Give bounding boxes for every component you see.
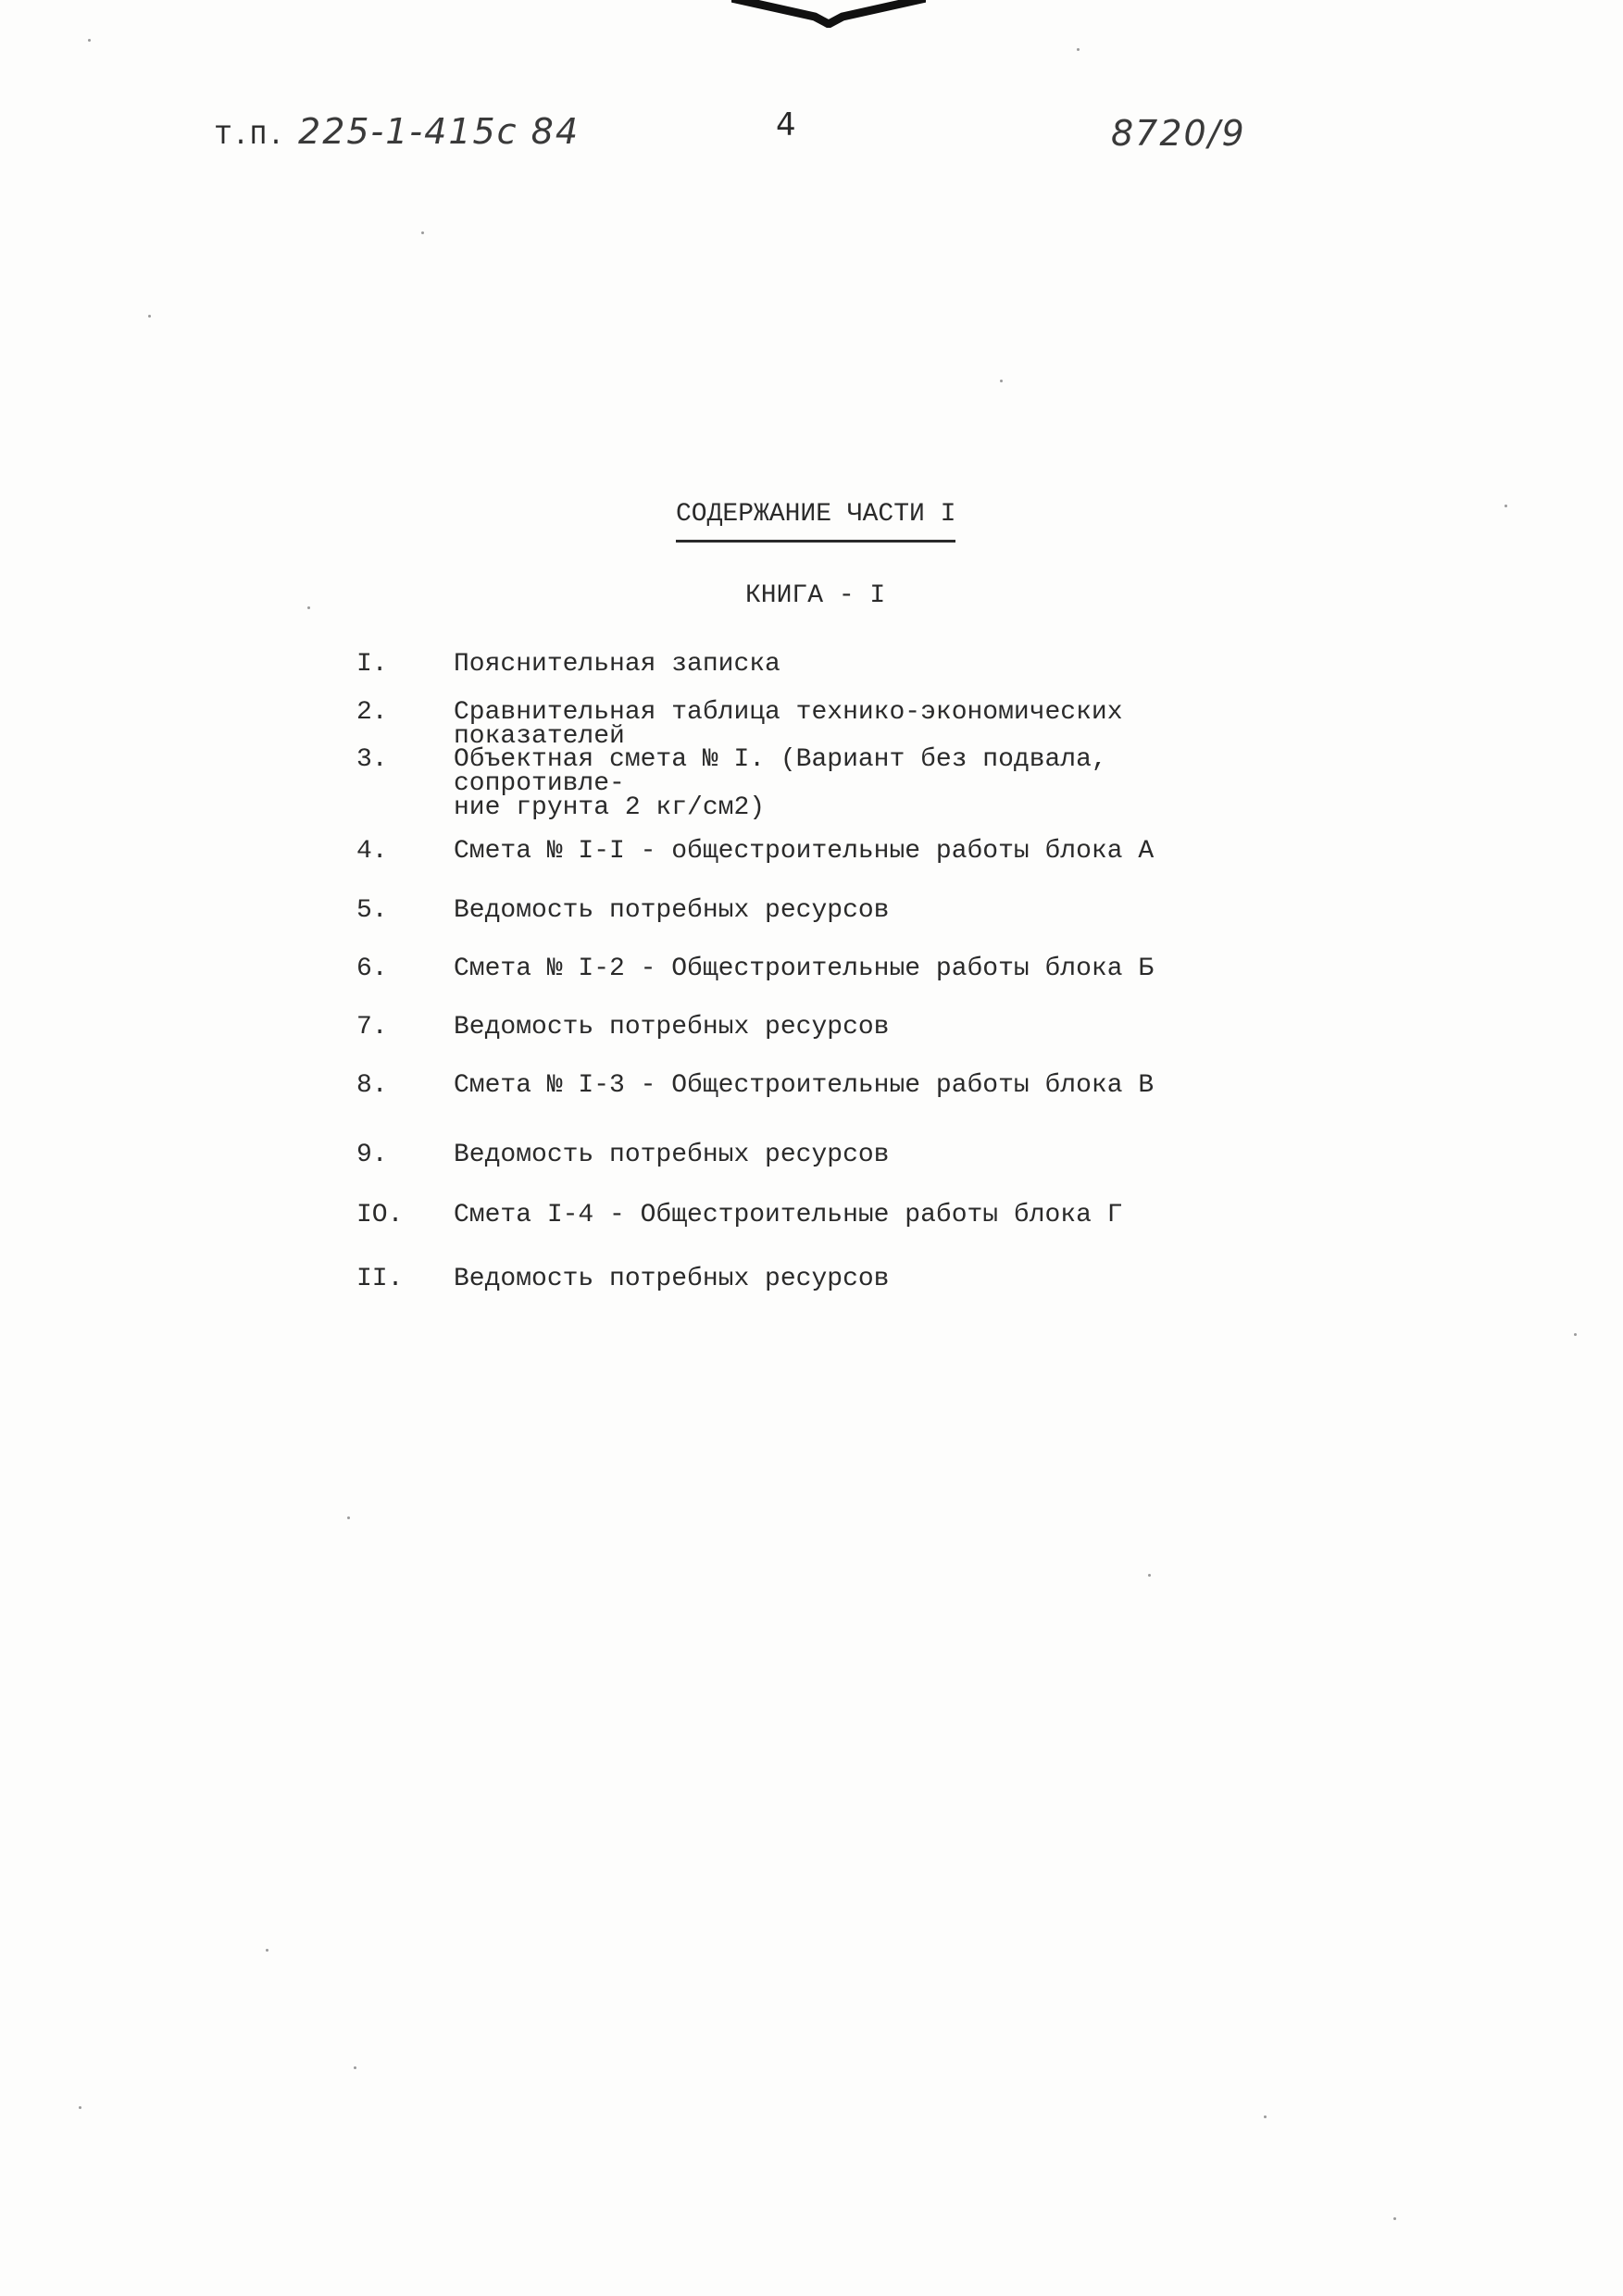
toc-item-text: Ведомость потребных ресурсов: [454, 1265, 890, 1293]
scan-speck: [1393, 2217, 1396, 2220]
toc-item-text: Смета № I-I - общестроительные работы блока А: [454, 837, 1155, 866]
scan-speck: [1264, 2115, 1267, 2118]
toc-item-number: 6.: [356, 955, 388, 983]
toc-item-text: Смета № I-2 - Общестроительные работы блока Б: [454, 955, 1155, 983]
page-number: 4: [776, 106, 797, 144]
scan-speck: [88, 39, 91, 42]
toc-item-number: 4.: [356, 837, 388, 866]
scan-speck: [79, 2106, 81, 2109]
project-code: 225-1-415с 84: [298, 111, 581, 152]
toc-item-text: Объектная смета № I. (Вариант без подвала, сопротивле- ние грунта 2 кг/см2): [454, 745, 1107, 822]
toc-item-number: 2.: [356, 698, 388, 727]
toc-item-number: 5.: [356, 896, 388, 925]
toc-item-text: Смета I-4 - Общестроительные работы блока Г: [454, 1201, 1123, 1229]
toc-item-number: IO.: [356, 1201, 404, 1229]
book-label: КНИГА - I: [745, 581, 886, 610]
scan-speck: [266, 1949, 268, 1952]
toc-item-number: I.: [356, 650, 388, 679]
project-header: [215, 111, 580, 154]
toc-item-number: 9.: [356, 1141, 388, 1169]
binding-clip-mark: [731, 0, 926, 28]
toc-item-number: II.: [356, 1265, 404, 1293]
scan-speck: [1148, 1574, 1151, 1577]
scan-speck: [307, 606, 310, 609]
toc-item-number: 3.: [356, 745, 388, 774]
sheet-code: 8720/9: [1111, 113, 1246, 154]
toc-item-text: Пояснительная записка: [454, 650, 780, 679]
toc-item-text: Ведомость потребных ресурсов: [454, 1013, 890, 1042]
contents-title: СОДЕРЖАНИЕ ЧАСТИ I: [676, 500, 955, 543]
toc-item-number: 7.: [356, 1013, 388, 1042]
scan-speck: [347, 1516, 350, 1519]
scan-speck: [421, 231, 424, 234]
project-prefix: Т.П.: [215, 121, 286, 153]
toc-item-text: Ведомость потребных ресурсов: [454, 896, 890, 925]
scan-speck: [1000, 380, 1003, 382]
toc-item-text: Ведомость потребных ресурсов: [454, 1141, 890, 1169]
scan-speck: [148, 315, 151, 318]
scan-speck: [1574, 1333, 1577, 1336]
toc-item-number: 8.: [356, 1071, 388, 1100]
scan-speck: [1077, 48, 1080, 51]
scan-speck: [354, 2066, 356, 2069]
toc-item-text: Сравнительная таблица технико-экономических показателей: [454, 698, 1139, 751]
toc-item-text: Смета № I-3 - Общестроительные работы блока В: [454, 1071, 1155, 1100]
scan-speck: [1504, 505, 1507, 507]
